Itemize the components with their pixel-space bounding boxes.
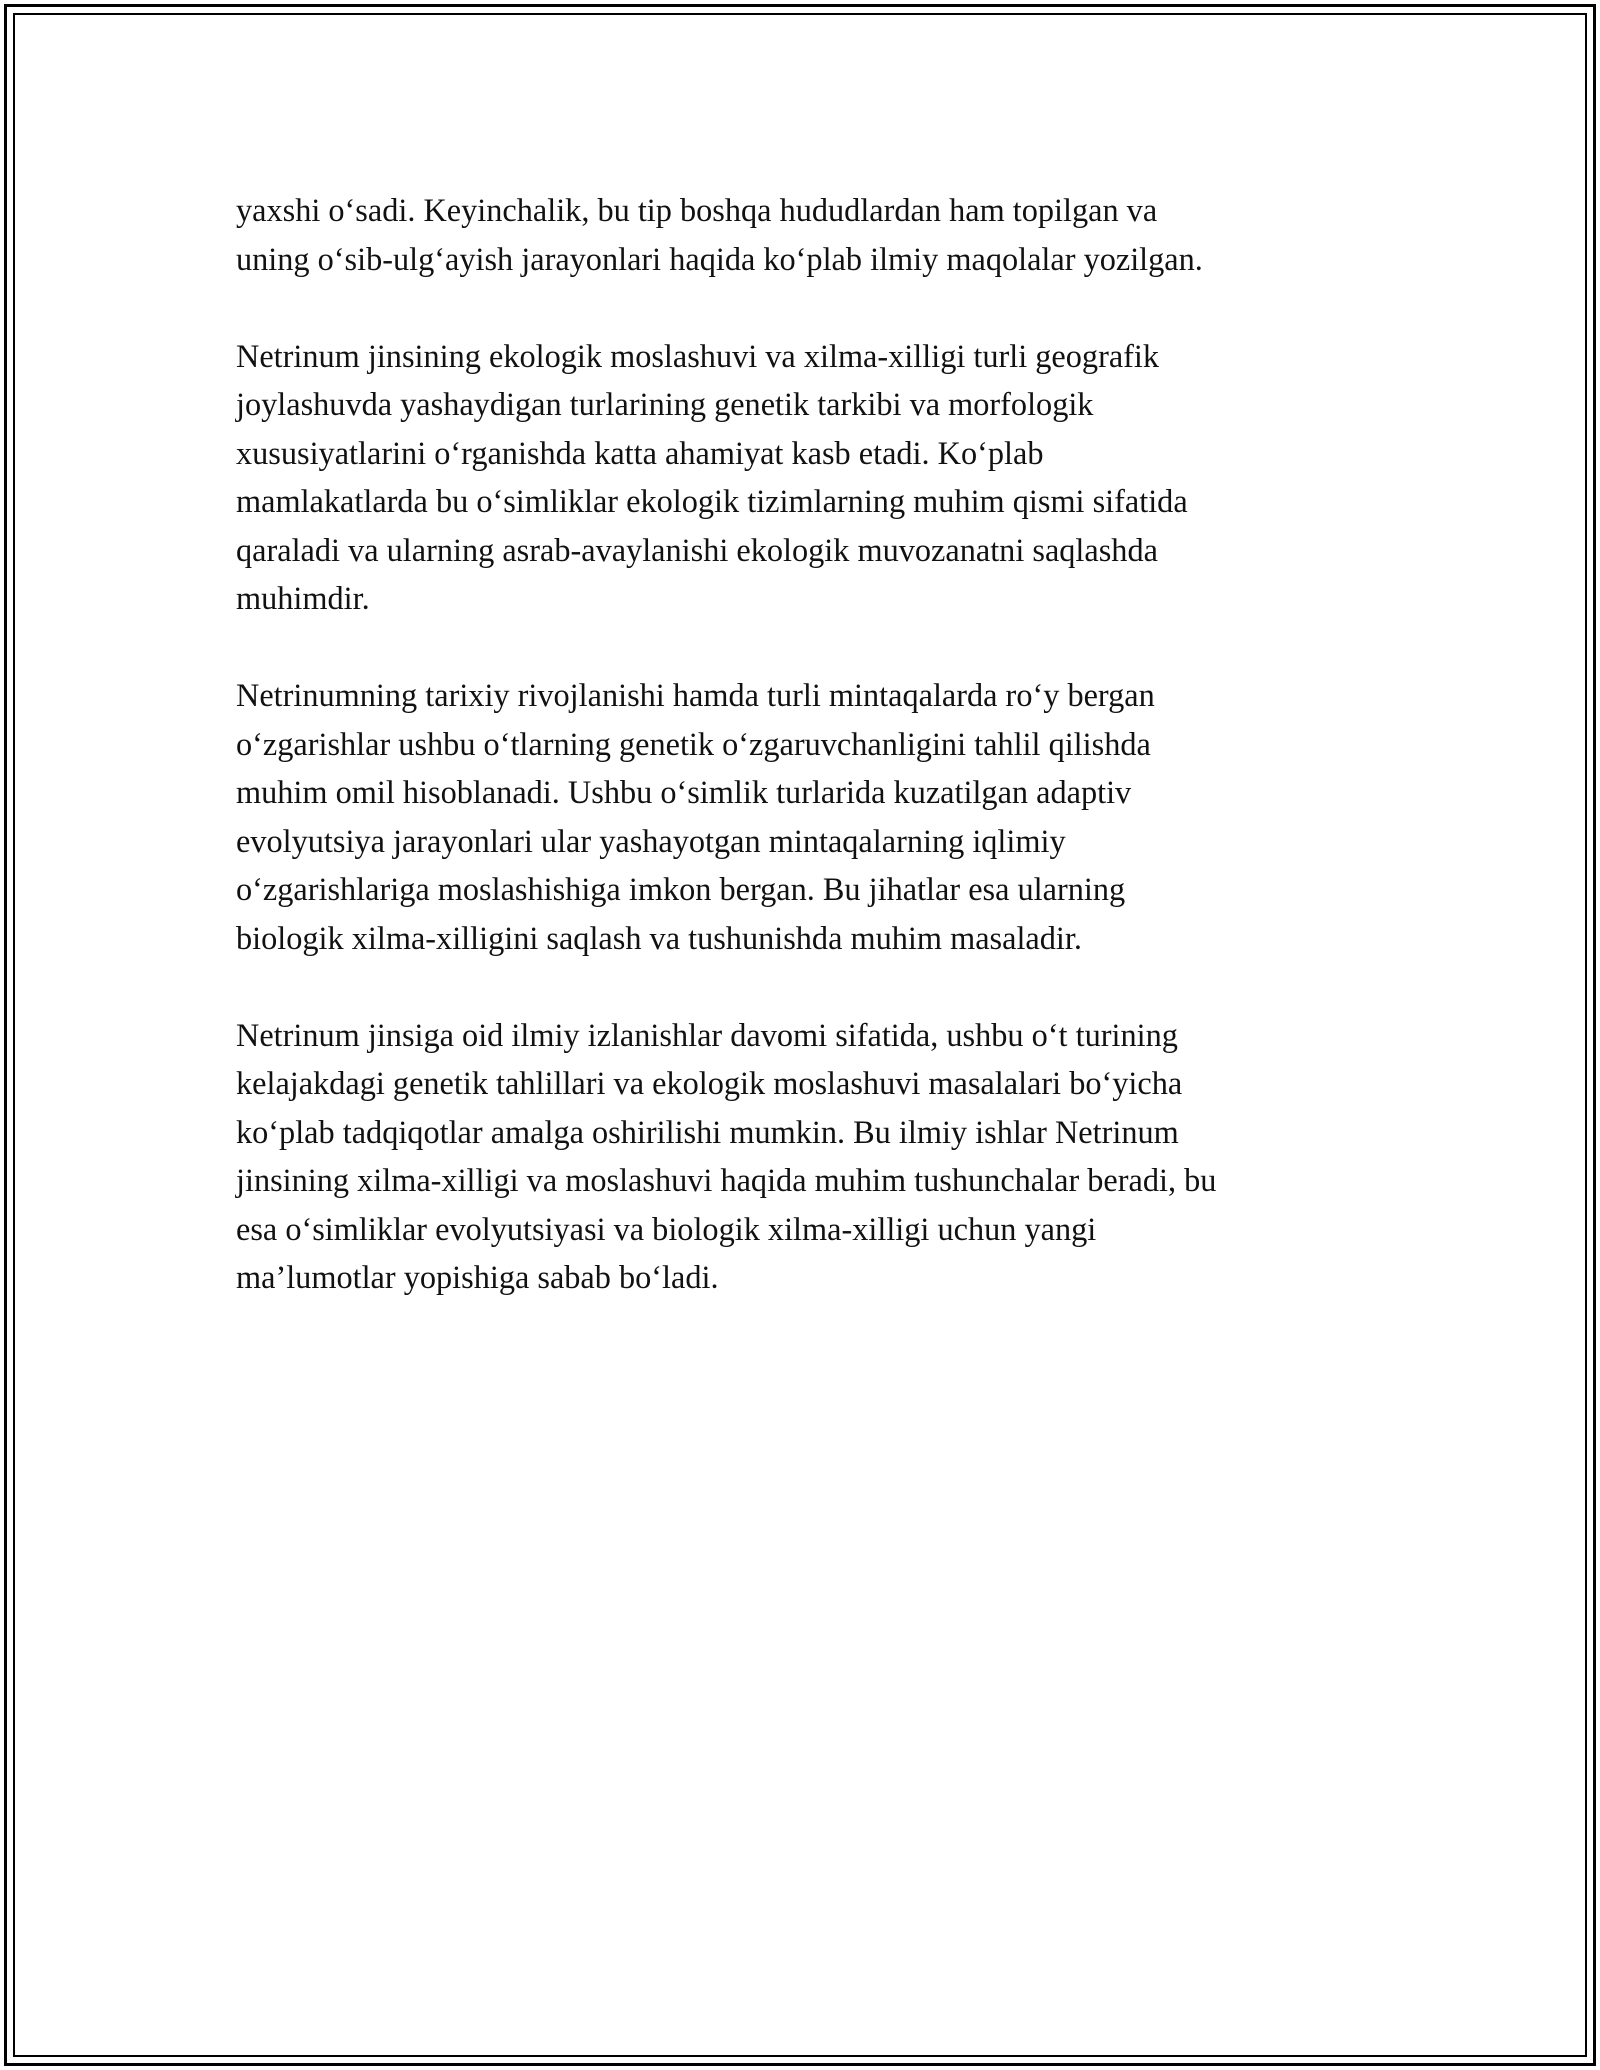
paragraph-4: Netrinum jinsiga oid ilmiy izlanishlar davomi sifatida, ushbu o‘t turining kelajakdagi genetik tahlillari va ekologik moslashuvi masalalari bo‘yicha ko‘plab tadqiqotlar amalga oshirilishi mumkin. Bu ilmiy ishlar Netrinum jinsining xilma-xilligi va moslashuvi haqida muhim tushunchalar beradi, bu esa o‘simliklar evolyutsiyasi va biologik xilma-xilligi uchun yangi ma’lumotlar yopishiga sabab bo‘ladi. xyxy=(236,1016,1217,1295)
document-body xyxy=(236,186,1356,1350)
paragraph-1: yaxshi o‘sadi. Keyinchalik, bu tip boshqa hududlardan ham topilgan va uning o‘sib-ulg‘ayish jarayonlari haqida ko‘plab ilmiy maqolalar yozilgan. xyxy=(236,192,1203,277)
paragraph-2: Netrinum jinsining ekologik moslashuvi va xilma-xilligi turli geografik joylashuvda yashaydigan turlarining genetik tarkibi va morfologik xususiyatlarini o‘rganishda katta ahamiyat kasb etadi. Ko‘plab mamlakatlarda bu o‘simliklar ekologik tizimlarning muhim qismi sifatida qaraladi va ularning asrab-avaylanishi ekologik muvozanatni saqlashda muhimdir. xyxy=(236,337,1188,616)
paragraph-3: Netrinumning tarixiy rivojlanishi hamda turli mintaqalarda ro‘y bergan o‘zgarishlar ushbu o‘tlarning genetik o‘zgaruvchanligini tahlil qilishda muhim omil hisoblanadi. Ushbu o‘simlik turlarida kuzatilgan adaptiv evolyutsiya jarayonlari ular yashayotgan mintaqalarning iqlimiy o‘zgarishlariga moslashishiga imkon bergan. Bu jihatlar esa ularning biologik xilma-xilligini saqlash va tushunishda muhim masaladir. xyxy=(236,677,1155,956)
